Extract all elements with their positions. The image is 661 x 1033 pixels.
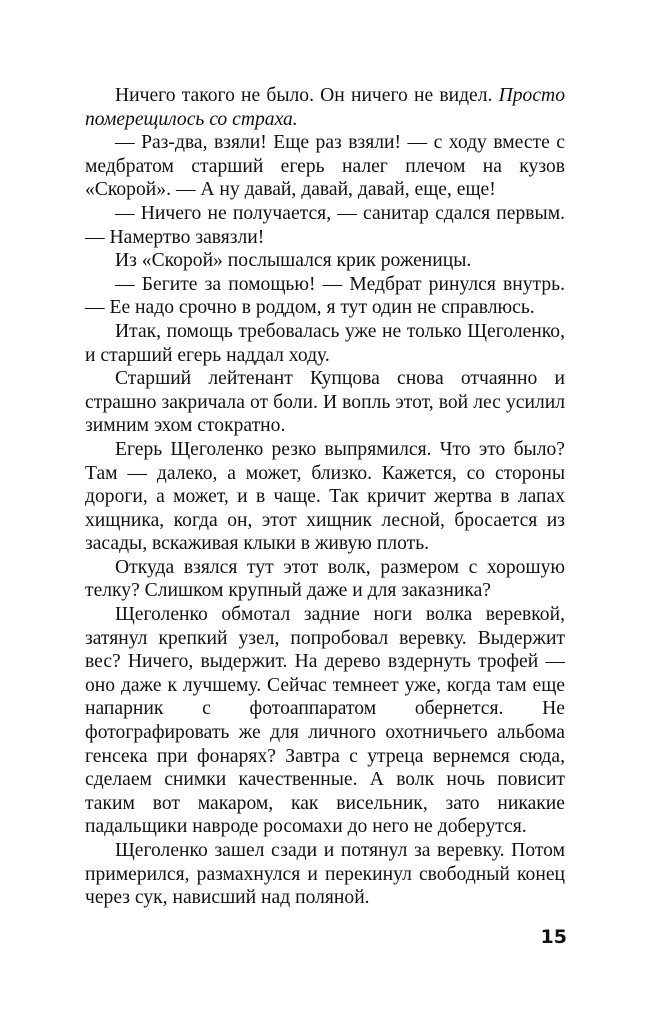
paragraph-2: — Раз-два, взяли! Еще раз взяли! — с ходу вместе с медбратом старший егерь налег плечом на кузов «Скорой». — А ну давай, давай, давай, еще, еще! xyxy=(85,132,565,201)
paragraph-11: Щеголенко зашел сзади и потянул за веревку. Потом примерился, размахнулся и перекинул свободный конец через сук, нависший над поляной. xyxy=(85,840,565,909)
paragraph-4: Из «Скорой» послышался крик роженицы. xyxy=(115,250,472,272)
page-text xyxy=(85,84,565,910)
paragraph-5: — Бегите за помощью! — Медбрат ринулся внутрь. — Ее надо срочно в роддом, я тут один не справлюсь. xyxy=(85,273,565,319)
paragraph-6: Итак, помощь требовалась уже не только Щеголенко, и старший егерь наддал ходу. xyxy=(85,320,565,366)
page-number: 15 xyxy=(540,926,567,948)
paragraph-8: Егерь Щеголенко резко выпрямился. Что это было? Там — далеко, а может, близко. Кажется, со стороны дороги, а может, и в чаще. Так кричит жертва в лапах хищника, когда он, этот хищник лесной, бросается из засады, вскаживая клыки в живую плоть. xyxy=(85,438,565,555)
paragraph-9: Откуда взялся тут этот волк, размером с хорошую телку? Слишком крупный даже и для заказника? xyxy=(85,556,565,602)
paragraph-3: — Ничего не получается, — санитар сдался первым. — Намертво завязли! xyxy=(85,202,565,248)
paragraph-1: Ничего такого не было. Он ничего не видел. Просто померещилось со страха. xyxy=(85,85,565,130)
italic-phrase: Просто померещилось со страха. xyxy=(85,85,565,130)
paragraph-10: Щеголенко обмотал задние ноги волка веревкой, затянул крепкий узел, попробовал веревку. Выдержит вес? Ничего, выдержит. На дерево вздернуть трофей — оно даже к лучшему. Сейчас темнеет уже, когда там еще напарник с фотоаппаратом обернется. Не фотографировать же для личного охотничьего альбома генсека при фонарях? Завтра с утреца вернемся сюда, сделаем снимки качественные. А волк ночь повисит таким вот макаром, как висельник, зато никакие падальщики навроде росомахи до него не доберутся. xyxy=(85,604,565,838)
paragraph-7: Старший лейтенант Купцова снова отчаянно и страшно закричала от боли. И вопль этот, вой лес усилил зимним эхом стократно. xyxy=(85,368,565,437)
